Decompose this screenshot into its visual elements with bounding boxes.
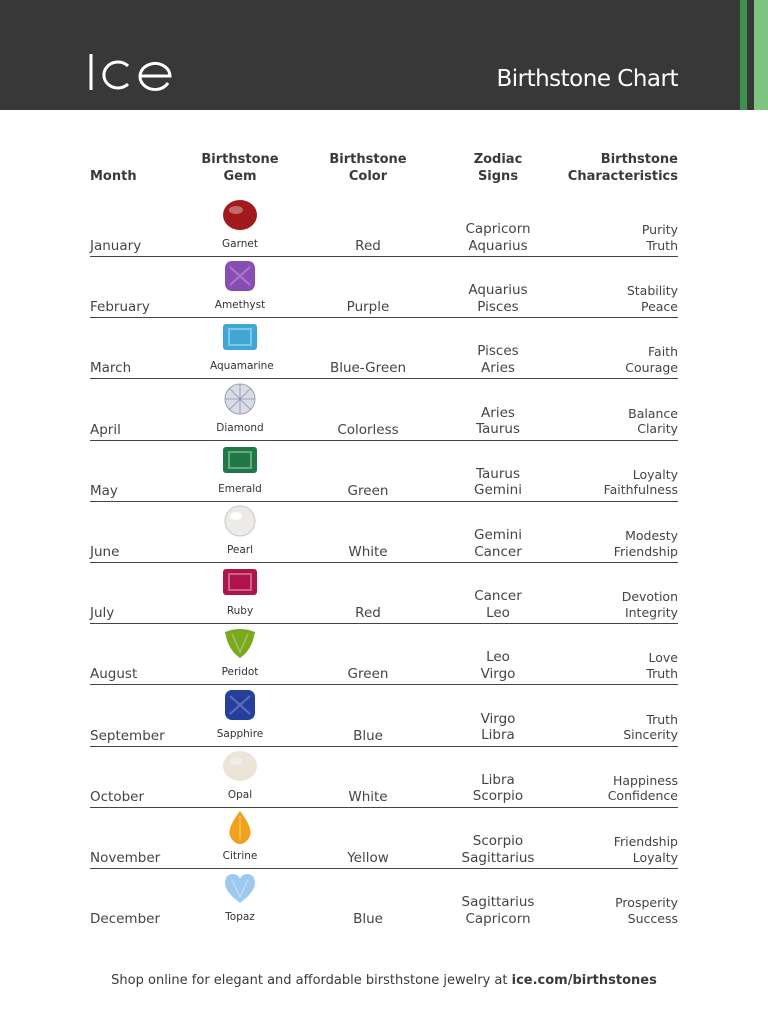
zodiac-cell <box>448 343 548 376</box>
header-stripe-light <box>754 0 768 110</box>
table-row <box>90 257 678 318</box>
characteristics-cell <box>646 650 678 681</box>
column-header-zodiac: Zodiac Signs <box>473 152 523 184</box>
gem-name: Sapphire <box>216 727 264 740</box>
zodiac-sign: Gemini <box>474 482 522 499</box>
zodiac-cell <box>448 221 548 254</box>
opal-gem-icon <box>222 749 258 783</box>
zodiac-cell <box>448 649 548 682</box>
pearl-gem-icon <box>222 504 258 538</box>
table-row <box>90 624 678 685</box>
characteristics-cell <box>622 589 678 620</box>
month-cell: November <box>90 850 161 866</box>
characteristic: Prosperity <box>615 895 678 911</box>
zodiac-cell <box>448 833 548 866</box>
characteristic: Friendship <box>613 543 678 559</box>
color-cell: Green <box>347 666 389 683</box>
month-cell: May <box>90 482 118 499</box>
amethyst-gem-icon <box>222 259 258 293</box>
citrine-gem-icon <box>222 810 258 844</box>
characteristics-cell <box>623 712 678 743</box>
header-stripe-dark <box>740 0 747 110</box>
month-cell: December <box>90 911 161 928</box>
zodiac-sign: Sagittarius <box>461 849 535 866</box>
sapphire-gem-icon <box>222 688 258 722</box>
zodiac-sign: Virgo <box>480 710 516 727</box>
characteristic: Balance <box>628 405 678 421</box>
zodiac-sign: Scorpio <box>472 788 524 805</box>
month-cell: September <box>90 727 165 744</box>
gem-cell <box>210 624 270 682</box>
characteristic: Faith <box>648 344 678 360</box>
footer-link[interactable]: ice.com/birthstones <box>511 973 657 988</box>
gem-cell <box>210 380 270 438</box>
zodiac-cell <box>448 527 548 560</box>
header-bar <box>0 0 768 110</box>
gem-name: Citrine <box>222 850 258 862</box>
column-header-gem: Birthstone Gem <box>201 152 279 184</box>
zodiac-sign: Aquarius <box>468 282 528 299</box>
characteristics-cell <box>628 406 678 437</box>
zodiac-sign: Leo <box>486 649 510 666</box>
month-cell: March <box>90 360 132 377</box>
gem-cell <box>210 318 274 376</box>
ice-logo[interactable] <box>88 52 174 92</box>
ruby-gem-icon <box>222 565 258 599</box>
color-cell: Colorless <box>337 421 399 438</box>
gem-name: Aquamarine <box>210 360 274 373</box>
table-row <box>90 808 678 869</box>
month-cell: August <box>90 666 138 683</box>
zodiac-sign: Pisces <box>477 298 519 315</box>
month-cell: October <box>90 788 145 805</box>
topaz-gem-icon <box>222 871 258 905</box>
characteristics-cell <box>625 344 678 375</box>
characteristic: Courage <box>625 359 678 375</box>
footer-text: Shop online for elegant and affordable birsthstone jewelry at <box>111 973 512 988</box>
zodiac-sign: Aquarius <box>468 237 528 254</box>
color-cell: Blue-Green <box>329 360 407 377</box>
characteristic: Truth <box>646 665 678 681</box>
gem-cell <box>210 869 270 927</box>
color-cell: Yellow <box>347 850 389 866</box>
zodiac-cell <box>448 588 548 621</box>
emerald-gem-icon <box>222 443 258 477</box>
garnet-gem-icon <box>222 198 258 232</box>
table-row <box>90 869 678 930</box>
zodiac-sign: Virgo <box>480 665 516 682</box>
characteristic: Clarity <box>637 421 678 437</box>
characteristics-cell <box>627 283 678 314</box>
characteristic: Modesty <box>625 528 678 543</box>
color-cell: Purple <box>346 299 390 316</box>
characteristic: Happiness <box>612 772 678 788</box>
color-cell: White <box>348 788 388 805</box>
characteristic: Loyalty <box>632 466 678 482</box>
characteristic: Friendship <box>613 834 678 849</box>
gem-cell <box>210 747 270 805</box>
gem-name: Amethyst <box>214 299 266 312</box>
zodiac-sign: Cancer <box>474 588 522 605</box>
characteristic: Confidence <box>607 788 678 804</box>
characteristic: Purity <box>641 222 678 237</box>
gem-name: Emerald <box>218 482 262 495</box>
table-row <box>90 563 678 624</box>
zodiac-sign: Sagittarius <box>461 894 535 911</box>
characteristic: Faithfulness <box>603 482 678 498</box>
aquamarine-gem-icon <box>222 320 258 354</box>
zodiac-sign: Capricorn <box>465 910 531 927</box>
characteristic: Success <box>627 910 678 926</box>
color-cell: White <box>348 544 388 560</box>
color-cell: Red <box>355 605 381 622</box>
gem-cell <box>210 257 270 315</box>
peridot-gem-icon <box>222 626 258 660</box>
table-row <box>90 196 678 257</box>
zodiac-cell <box>448 282 548 315</box>
characteristic: Stability <box>626 283 678 299</box>
zodiac-cell <box>448 894 548 927</box>
zodiac-sign: Taurus <box>476 465 520 482</box>
gem-name: Opal <box>227 788 253 801</box>
gem-name: Diamond <box>216 421 264 434</box>
zodiac-sign: Cancer <box>474 543 522 560</box>
zodiac-cell <box>448 772 548 805</box>
month-cell: January <box>90 238 142 254</box>
zodiac-sign: Aries <box>481 359 515 376</box>
characteristic: Peace <box>640 298 678 314</box>
zodiac-cell <box>448 405 548 438</box>
characteristic: Devotion <box>621 589 678 605</box>
characteristics-cell <box>642 222 678 253</box>
color-cell: Red <box>355 238 381 254</box>
column-header-characteristics: Birthstone Characteristics <box>567 152 678 184</box>
color-cell: Blue <box>353 727 383 744</box>
zodiac-sign: Leo <box>486 604 510 621</box>
month-cell: June <box>90 544 120 560</box>
gem-cell <box>210 563 270 621</box>
color-cell: Blue <box>353 911 383 928</box>
month-cell: February <box>90 299 150 316</box>
zodiac-sign: Libra <box>481 727 515 744</box>
table-row <box>90 380 678 441</box>
diamond-gem-icon <box>222 382 258 416</box>
column-header-month: Month <box>90 169 137 184</box>
gem-cell <box>210 441 270 499</box>
month-cell: April <box>90 421 121 438</box>
characteristics-cell <box>614 528 678 559</box>
footer <box>0 973 768 988</box>
table-row <box>90 502 678 563</box>
gem-name: Garnet <box>222 238 258 250</box>
characteristic: Love <box>648 650 678 666</box>
gem-name: Topaz <box>225 911 255 924</box>
characteristics-cell <box>604 467 678 498</box>
zodiac-cell <box>448 466 548 499</box>
zodiac-sign: Pisces <box>477 343 519 360</box>
gem-name: Peridot <box>221 666 259 679</box>
table-row <box>90 441 678 502</box>
gem-name: Pearl <box>226 544 254 556</box>
zodiac-sign: Scorpio <box>472 833 524 849</box>
table-row <box>90 686 678 747</box>
gem-name: Ruby <box>226 605 254 618</box>
column-header-color: Birthstone Color <box>329 152 407 184</box>
month-cell: July <box>90 605 115 622</box>
zodiac-sign: Gemini <box>474 527 522 543</box>
zodiac-sign: Aries <box>481 404 515 421</box>
page-title: Birthstone Chart <box>496 66 678 92</box>
characteristic: Truth <box>646 711 678 727</box>
zodiac-sign: Capricorn <box>465 221 531 237</box>
gem-cell <box>210 808 270 866</box>
zodiac-sign: Libra <box>481 771 515 788</box>
color-cell: Green <box>347 482 389 499</box>
zodiac-cell <box>448 711 548 744</box>
table-row <box>90 318 678 379</box>
characteristic: Truth <box>646 237 678 253</box>
gem-cell <box>210 502 270 560</box>
gem-cell <box>210 196 270 254</box>
zodiac-sign: Taurus <box>476 421 520 438</box>
characteristic: Loyalty <box>632 849 678 865</box>
gem-cell <box>210 686 270 744</box>
characteristics-cell <box>608 773 678 804</box>
table-row <box>90 747 678 808</box>
characteristics-cell <box>614 834 678 865</box>
characteristics-cell <box>615 895 678 926</box>
characteristic: Sincerity <box>623 727 678 743</box>
characteristic: Integrity <box>624 604 678 620</box>
